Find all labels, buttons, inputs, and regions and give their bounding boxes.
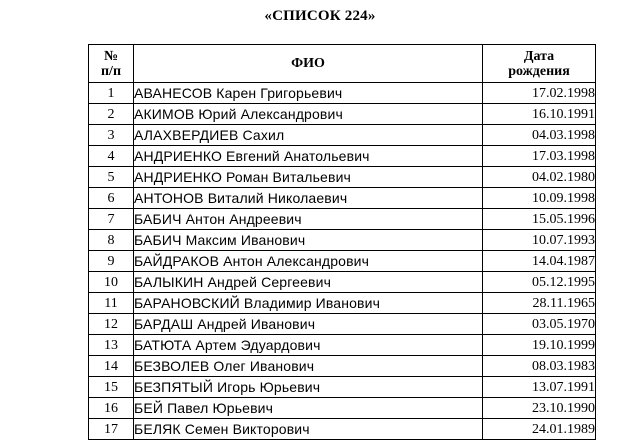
- row-birth-date: 16.10.1991: [483, 104, 596, 125]
- table-row: [89, 146, 596, 167]
- row-number: 12: [89, 314, 134, 335]
- row-number: 7: [89, 209, 134, 230]
- table-header-row: [89, 45, 596, 83]
- table-row: [89, 272, 596, 293]
- row-number: 3: [89, 125, 134, 146]
- row-full-name: БЕЗВОЛЕВ Олег Иванович: [134, 356, 483, 377]
- row-full-name: БАЙДРАКОВ Антон Александрович: [134, 251, 483, 272]
- row-full-name: АНДРИЕНКО Евгений Анатольевич: [134, 146, 483, 167]
- row-number: 15: [89, 377, 134, 398]
- header-birth-date: [483, 45, 596, 83]
- row-full-name: БАРДАШ Андрей Иванович: [134, 314, 483, 335]
- row-number: 8: [89, 230, 134, 251]
- table-row: [89, 251, 596, 272]
- row-number: 13: [89, 335, 134, 356]
- row-full-name: БЕЙ Павел Юрьевич: [134, 398, 483, 419]
- row-birth-date: 04.02.1980: [483, 167, 596, 188]
- row-full-name: БАБИЧ Максим Иванович: [134, 230, 483, 251]
- header-number-line-1: №: [103, 48, 119, 64]
- table-row: [89, 377, 596, 398]
- table-row: [89, 83, 596, 104]
- row-birth-date: 19.10.1999: [483, 335, 596, 356]
- row-number: 6: [89, 188, 134, 209]
- table-row: [89, 356, 596, 377]
- table-body: [89, 83, 596, 440]
- row-birth-date: 10.07.1993: [483, 230, 596, 251]
- row-number: 1: [89, 83, 134, 104]
- row-number: 5: [89, 167, 134, 188]
- table-row: [89, 335, 596, 356]
- row-birth-date: 14.04.1987: [483, 251, 596, 272]
- row-number: 2: [89, 104, 134, 125]
- row-birth-date: 10.09.1998: [483, 188, 596, 209]
- row-number: 16: [89, 398, 134, 419]
- row-full-name: БАБИЧ Антон Андреевич: [134, 209, 483, 230]
- table-row: [89, 167, 596, 188]
- row-full-name: АНДРИЕНКО Роман Витальевич: [134, 167, 483, 188]
- row-birth-date: 15.05.1996: [483, 209, 596, 230]
- table-row: [89, 419, 596, 440]
- row-birth-date: 08.03.1983: [483, 356, 596, 377]
- document-title: «СПИСОК 224»: [264, 8, 376, 24]
- table-row: [89, 104, 596, 125]
- row-number: 14: [89, 356, 134, 377]
- row-full-name: БАРАНОВСКИЙ Владимир Иванович: [134, 293, 483, 314]
- row-birth-date: 28.11.1965: [483, 293, 596, 314]
- table-row: [89, 398, 596, 419]
- row-full-name: БАТЮТА Артем Эдуардович: [134, 335, 483, 356]
- table-row: [89, 188, 596, 209]
- row-number: 11: [89, 293, 134, 314]
- row-number: 10: [89, 272, 134, 293]
- persons-table: [88, 44, 596, 440]
- header-birth-date-line-2: рождения: [508, 63, 570, 79]
- row-birth-date: 13.07.1991: [483, 377, 596, 398]
- row-birth-date: 05.12.1995: [483, 272, 596, 293]
- row-full-name: АКИМОВ Юрий Александрович: [134, 104, 483, 125]
- header-number: [89, 45, 134, 83]
- table-row: [89, 314, 596, 335]
- table-row: [89, 230, 596, 251]
- table-row: [89, 293, 596, 314]
- header-full-name: ФИО: [134, 45, 483, 83]
- row-birth-date: 17.03.1998: [483, 146, 596, 167]
- row-birth-date: 23.10.1990: [483, 398, 596, 419]
- header-number-line-2: п/п: [100, 63, 122, 79]
- row-number: 9: [89, 251, 134, 272]
- row-full-name: БАЛЫКИН Андрей Сергеевич: [134, 272, 483, 293]
- row-full-name: АВАНЕСОВ Карен Григорьевич: [134, 83, 483, 104]
- row-birth-date: 17.02.1998: [483, 83, 596, 104]
- row-full-name: БЕЗПЯТЫЙ Игорь Юрьевич: [134, 377, 483, 398]
- row-number: 4: [89, 146, 134, 167]
- row-birth-date: 04.03.1998: [483, 125, 596, 146]
- row-full-name: АНТОНОВ Виталий Николаевич: [134, 188, 483, 209]
- row-number: 17: [89, 419, 134, 440]
- table-row: [89, 209, 596, 230]
- table-row: [89, 125, 596, 146]
- row-birth-date: 03.05.1970: [483, 314, 596, 335]
- row-birth-date: 24.01.1989: [483, 419, 596, 440]
- row-full-name: АЛАХВЕРДИЕВ Сахил: [134, 125, 483, 146]
- header-birth-date-line-1: Дата: [523, 48, 555, 64]
- row-full-name: БЕЛЯК Семен Викторович: [134, 419, 483, 440]
